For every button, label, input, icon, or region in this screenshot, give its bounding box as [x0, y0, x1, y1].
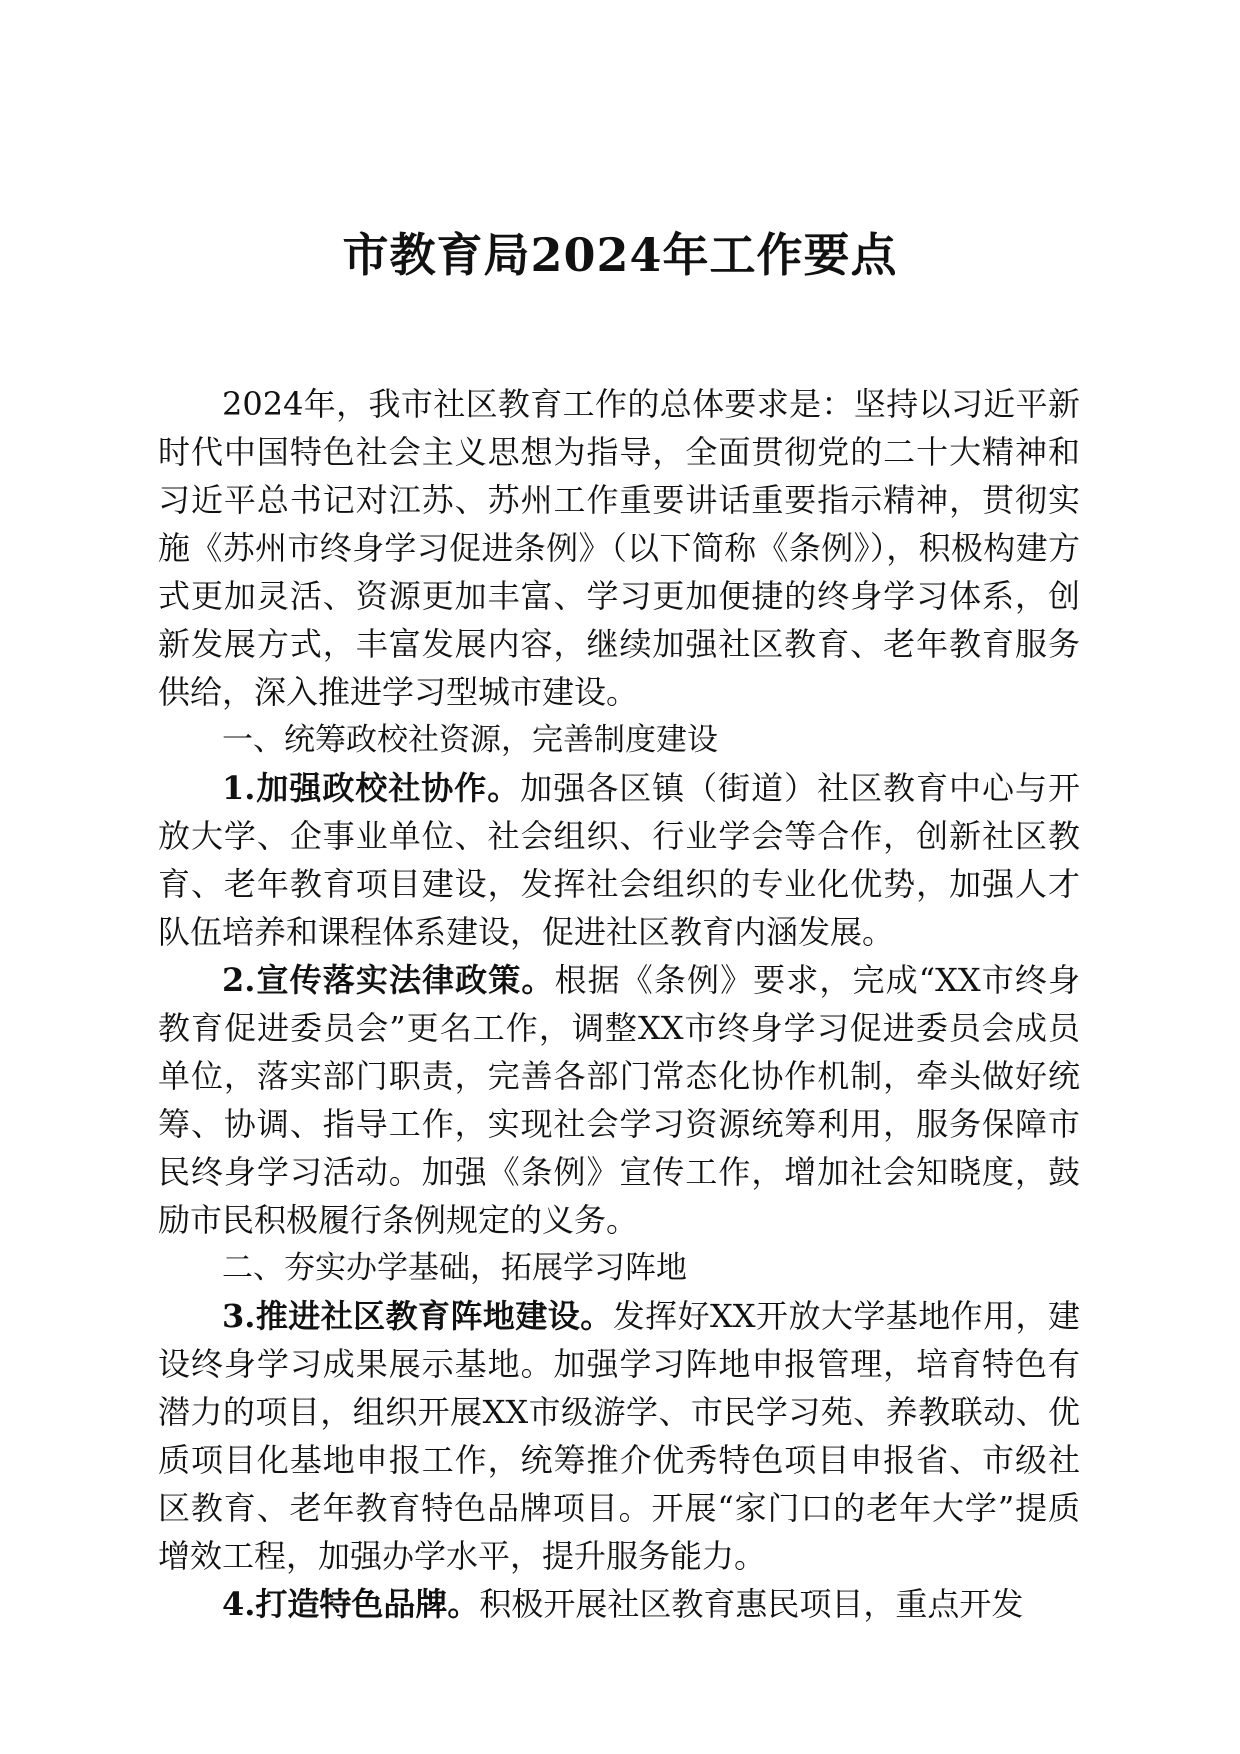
document-title: 市教育局2024年工作要点 — [342, 228, 898, 282]
item-text-3: 发挥好XX开放大学基地作用，建设终身学习成果展示基地。加强学习阵地申报管理，培育特色有潜力的项目，组织开展XX市级游学、市民学习苑、养教联动、优质项目化基地申报工作，统筹推介优秀特色项目申报省、市级社区教育、老年教育特色品牌项目。开展“家门口的老年大学”提质增效工程，加强办学水平，提升服务能力。 — [158, 1297, 1080, 1575]
item-title-4: 4.打造特色品牌。 — [222, 1585, 480, 1623]
document-body — [158, 380, 1080, 1628]
intro-paragraph: 2024年，我市社区教育工作的总体要求是：坚持以习近平新时代中国特色社会主义思想为指导，全面贯彻党的二十大精神和习近平总书记对江苏、苏州工作重要讲话重要指示精神，贯彻实施《苏州市终身学习促进条例》（以下简称《条例》），积极构建方式更加灵活、资源更加丰富、学习更加便捷的终身学习体系，创新发展方式，丰富发展内容，继续加强社区教育、老年教育服务供给，深入推进学习型城市建设。 — [158, 385, 1080, 711]
item-paragraph-4 — [158, 1580, 1080, 1628]
item-text-4: 积极开展社区教育惠民项目，重点开发 — [479, 1585, 1024, 1623]
item-paragraph-2 — [158, 956, 1080, 1244]
section-heading-1: 一、统筹政校社资源，完善制度建设 — [222, 722, 718, 758]
item-paragraph-3 — [158, 1292, 1080, 1580]
item-text-1: 加强各区镇（街道）社区教育中心与开放大学、企事业单位、社会组织、行业学会等合作，创新社区教育、老年教育项目建设，发挥社会组织的专业化优势，加强人才队伍培养和课程体系建设，促进社区教育内涵发展。 — [158, 769, 1080, 951]
item-title-2: 2.宣传落实法律政策。 — [222, 961, 555, 999]
item-text-2: 根据《条例》要求，完成“XX市终身教育促进委员会”更名工作，调整XX市终身学习促进委员会成员单位，落实部门职责，完善各部门常态化协作机制，牵头做好统筹、协调、指导工作，实现社会学习资源统筹利用，服务保障市民终身学习活动。加强《条例》宣传工作，增加社会知晓度，鼓励市民积极履行条例规定的义务。 — [158, 961, 1080, 1239]
item-paragraph-1 — [158, 764, 1080, 956]
item-title-3: 3.推进社区教育阵地建设。 — [222, 1297, 613, 1335]
item-title-1: 1.加强政校社协作。 — [222, 769, 521, 807]
section-heading-2: 二、夯实办学基础，拓展学习阵地 — [222, 1250, 687, 1286]
